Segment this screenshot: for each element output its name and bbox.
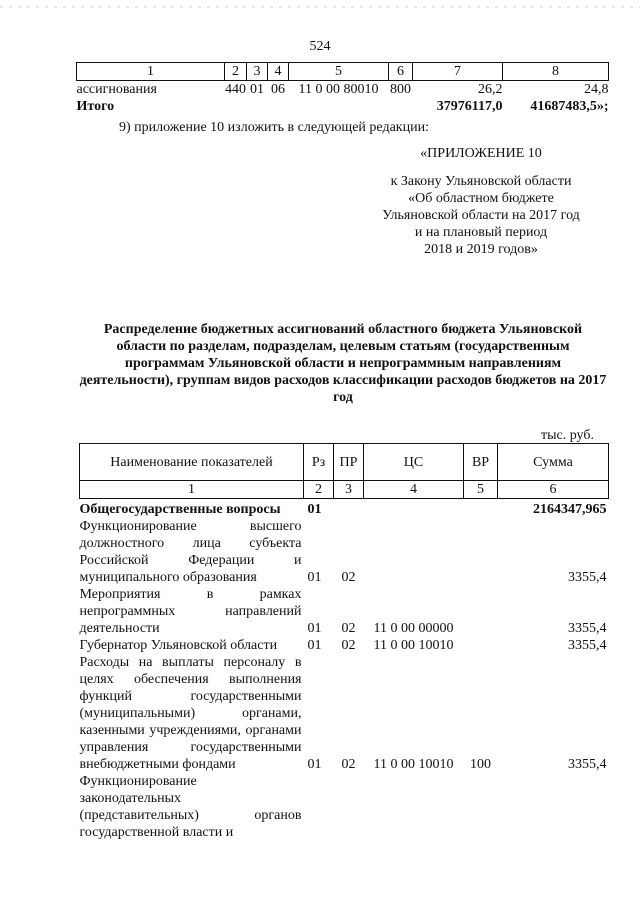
top-header-cell: 8: [503, 63, 609, 81]
cell-cs: 11 0 00 10010: [373, 757, 454, 772]
cell-rz: 01: [307, 502, 322, 517]
cell-cs: [364, 518, 464, 586]
cell-cs: [364, 773, 464, 841]
cell-rz: 01: [307, 638, 322, 653]
index-cell: 2: [304, 481, 334, 499]
cell-rz: [247, 98, 268, 115]
total-row: [77, 98, 609, 115]
document-title: Распределение бюджетных ассигнований областного бюджета Ульяновской области по разделам, подразделам, целевым статьям (государственным программам Ульяновской области и непрограммным направлениям деятельности), группам видов расходов классификации расходов бюджетов на 2017 год: [79, 322, 607, 405]
appendix-header: [356, 145, 606, 258]
header-rz: Рз: [304, 444, 334, 481]
cell-sum: 3355,4: [568, 757, 607, 772]
appendix-line: к Закону Ульяновской области: [390, 174, 572, 189]
appendix-line: и на плановый период: [414, 225, 548, 240]
cell-pr: 02: [341, 621, 356, 636]
row-name: Итого: [76, 99, 115, 114]
table-row: [80, 654, 609, 773]
cell-pr: [334, 773, 364, 841]
cell-vr: [464, 773, 498, 841]
row-name: Губернатор Ульяновской области: [79, 638, 278, 653]
appendix-title: «ПРИЛОЖЕНИЕ 10: [420, 146, 542, 161]
scan-artifact: [0, 6, 640, 8]
top-table: [76, 62, 609, 115]
budget-table: [79, 443, 609, 841]
cell-vr: [389, 98, 413, 115]
cell-pr: 02: [341, 570, 356, 585]
table-row: [80, 518, 609, 586]
cell-rz: 01: [307, 570, 322, 585]
cell-vr: [464, 518, 498, 586]
top-header-cell: 4: [268, 63, 289, 81]
cell-sum-2017: 26,2: [478, 82, 503, 97]
cell-cs: [364, 499, 464, 519]
table-row: [80, 637, 609, 654]
cell-rz: 01: [250, 82, 264, 97]
index-cell: 6: [498, 481, 609, 499]
cell-sum-2018: 41687483,5»;: [530, 99, 609, 114]
index-cell: 3: [334, 481, 364, 499]
cell-vr: 800: [390, 82, 411, 97]
top-header-cell: 5: [289, 63, 389, 81]
cell-sum: 3355,4: [568, 638, 607, 653]
cell-vr: [464, 586, 498, 637]
cell-vr: 100: [470, 757, 491, 772]
page-number: 524: [309, 39, 331, 54]
cell-gr: [225, 98, 247, 115]
top-header-cell: 2: [225, 63, 247, 81]
cell-vr: [464, 499, 498, 519]
cell-pr: 06: [271, 82, 285, 97]
top-header-cell: 7: [413, 63, 503, 81]
row-name: Общегосударственные вопросы: [79, 502, 281, 517]
top-header-cell: 3: [247, 63, 268, 81]
cell-vr: [464, 637, 498, 654]
top-header-cell: 1: [77, 63, 225, 81]
cell-pr: 02: [341, 757, 356, 772]
table-header: [80, 444, 609, 481]
header-name: Наименование показателей: [80, 444, 304, 481]
table-index-row: [80, 481, 609, 499]
index-cell: 1: [80, 481, 304, 499]
row-name: Функционирование высшего должностного лица субъекта Российской Федерации и муниципального образования: [79, 519, 302, 585]
row-name: Расходы на выплаты персоналу в целях обеспечения выполнения функций государственными (муниципальными) органами, казенными учреждениями, органами управления государственными внебюджетными фондами: [79, 655, 302, 772]
cell-cs: 11 0 00 10010: [373, 638, 454, 653]
appendix-line: «Об областном бюджете: [408, 191, 554, 206]
row-name: ассигнования: [76, 82, 157, 97]
cell-sum: [498, 773, 609, 841]
row-name: Мероприятия в рамках непрограммных направлений деятельности: [79, 587, 302, 636]
index-cell: 5: [464, 481, 498, 499]
index-cell: 4: [364, 481, 464, 499]
cell-sum: 3355,4: [568, 621, 607, 636]
cell-sum-2017: 37976117,0: [436, 99, 503, 114]
header-pr: ПР: [334, 444, 364, 481]
header-cs: ЦС: [364, 444, 464, 481]
cell-pr: 02: [341, 638, 356, 653]
table-row: [77, 81, 609, 99]
cell-pr: [268, 98, 289, 115]
cell-cs: [289, 98, 389, 115]
header-sum: Сумма: [498, 444, 609, 481]
appendix-line: 2018 и 2019 годов»: [424, 242, 538, 257]
table-row: [80, 773, 609, 841]
cell-cs: 11 0 00 00000: [373, 621, 454, 636]
cell-sum-2018: 24,8: [584, 82, 609, 97]
amendment-item: 9) приложение 10 изложить в следующей редакции:: [119, 120, 429, 135]
appendix-line: Ульяновской области на 2017 год: [382, 208, 580, 223]
table-row: [80, 499, 609, 519]
top-table-header: [77, 63, 609, 81]
header-vr: ВР: [464, 444, 498, 481]
cell-sum: 2164347,965: [533, 502, 607, 517]
cell-cs: 11 0 00 80010: [298, 82, 379, 97]
cell-rz: [304, 773, 334, 841]
cell-rz: 01: [307, 757, 322, 772]
cell-pr: [334, 499, 364, 519]
cell-sum: 3355,4: [568, 570, 607, 585]
units-label: тыс. руб.: [541, 428, 594, 443]
row-name: Функционирование законодательных (представительных) органов государственной власти и: [79, 774, 302, 840]
top-header-cell: 6: [389, 63, 413, 81]
cell-gr: 440: [225, 82, 246, 97]
cell-rz: 01: [307, 621, 322, 636]
table-row: [80, 586, 609, 637]
